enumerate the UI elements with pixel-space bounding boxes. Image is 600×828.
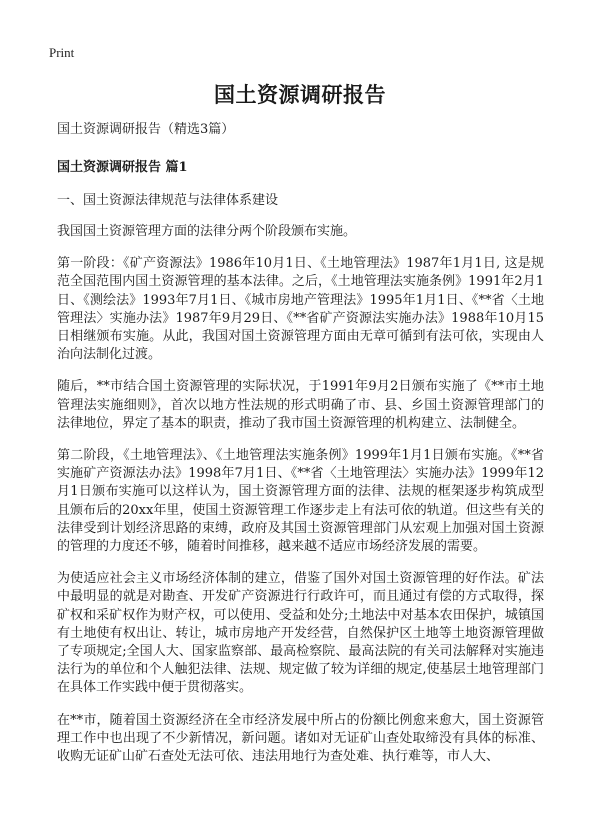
paragraph-2: 第一阶段：《矿产资源法》1986年10月1日、《土地管理法》1987年1月1日, 这是规范全国范围内国土资源管理的基本法律。之后，《土地管理法实施条例》1991年2月1日、《测绘法》1993年7月1日、《城市房地产管理法》1995年1月1日、《**省〈土地管理法〉实施办法》1987年9月29日、《**省矿产资源法实施办法》1988年10月15日相继颁布实施。从此，我国对国土资源管理方面由无章可循到有法可依，实现由人治向法制化过渡。 (57, 256, 544, 363)
document-title: 国土资源调研报告 (214, 82, 386, 107)
paragraph-6: 在**市，随着国土资源经济在全市经济发展中所占的份额比例愈来愈大，国土资源管理工作中也出现了不少新情况，新问题。诸如对无证矿山查处取缔没有具体的标准、收购无证矿山矿石查处无法可依、违法用地行为查处难、执行难等，市人大、 (57, 712, 544, 765)
document-body (57, 121, 544, 780)
section-heading: 国土资源调研报告 篇1 (57, 160, 188, 175)
paragraph-4: 第二阶段，《土地管理法》、《土地管理法实施条例》1999年1月1日颁布实施。《**省实施矿产资源法办法》1998年7月1日、《**省〈土地管理法〉实施办法》1999年12月1日颁布实施可以这样认为，国土资源管理方面的法律、法规的框架逐步构筑成型且颁布后的20xx年里，使国土资源管理工作逐步走上有法可依的轨道。但这些有关的法律受到计划经济思路的束缚，政府及其国土资源管理部门从宏观上加强对国土资源的管理的力度还不够，随着时间推移，越来越不适应市场经济发展的需要。 (57, 448, 544, 555)
paragraph-3: 随后，**市结合国土资源管理的实际状况，于1991年9月2日颁布实施了《**市土地管理法实施细则》，首次以地方性法规的形式明确了市、县、乡国土资源管理部门的法律地位，界定了基本的职责，推动了我市国土资源管理的机构建立、法制健全。 (57, 379, 544, 431)
paragraph-5: 为使适应社会主义市场经济体制的建立，借鉴了国外对国土资源管理的好作法。矿法中最明显的就是对勘查、开发矿产资源进行行政许可，而且通过有偿的方式取得，探矿权和采矿权作为财产权，可以使用、受益和处分;土地法中对基本农田保护，城镇国有土地使有权出让、转让，城市房地产开发经营，自然保护区土地等土地资源管理做了专项规定;全国人大、国家监察部、最高检察院、最高法院的有关司法解释对实施违法行为的单位和个人触犯法律、法规、规定做了较为详细的规定,使基层土地管理部门在具体工作实践中便于贯彻落实。 (57, 571, 544, 696)
document-subtitle: 国土资源调研报告（精选3篇） (57, 122, 235, 137)
print-link[interactable]: Print (49, 45, 75, 60)
sub-heading: 一、国土资源法律规范与法律体系建设 (57, 193, 279, 208)
paragraph-1: 我国国土资源管理方面的法律分两个阶段颁布实施。 (57, 224, 357, 239)
